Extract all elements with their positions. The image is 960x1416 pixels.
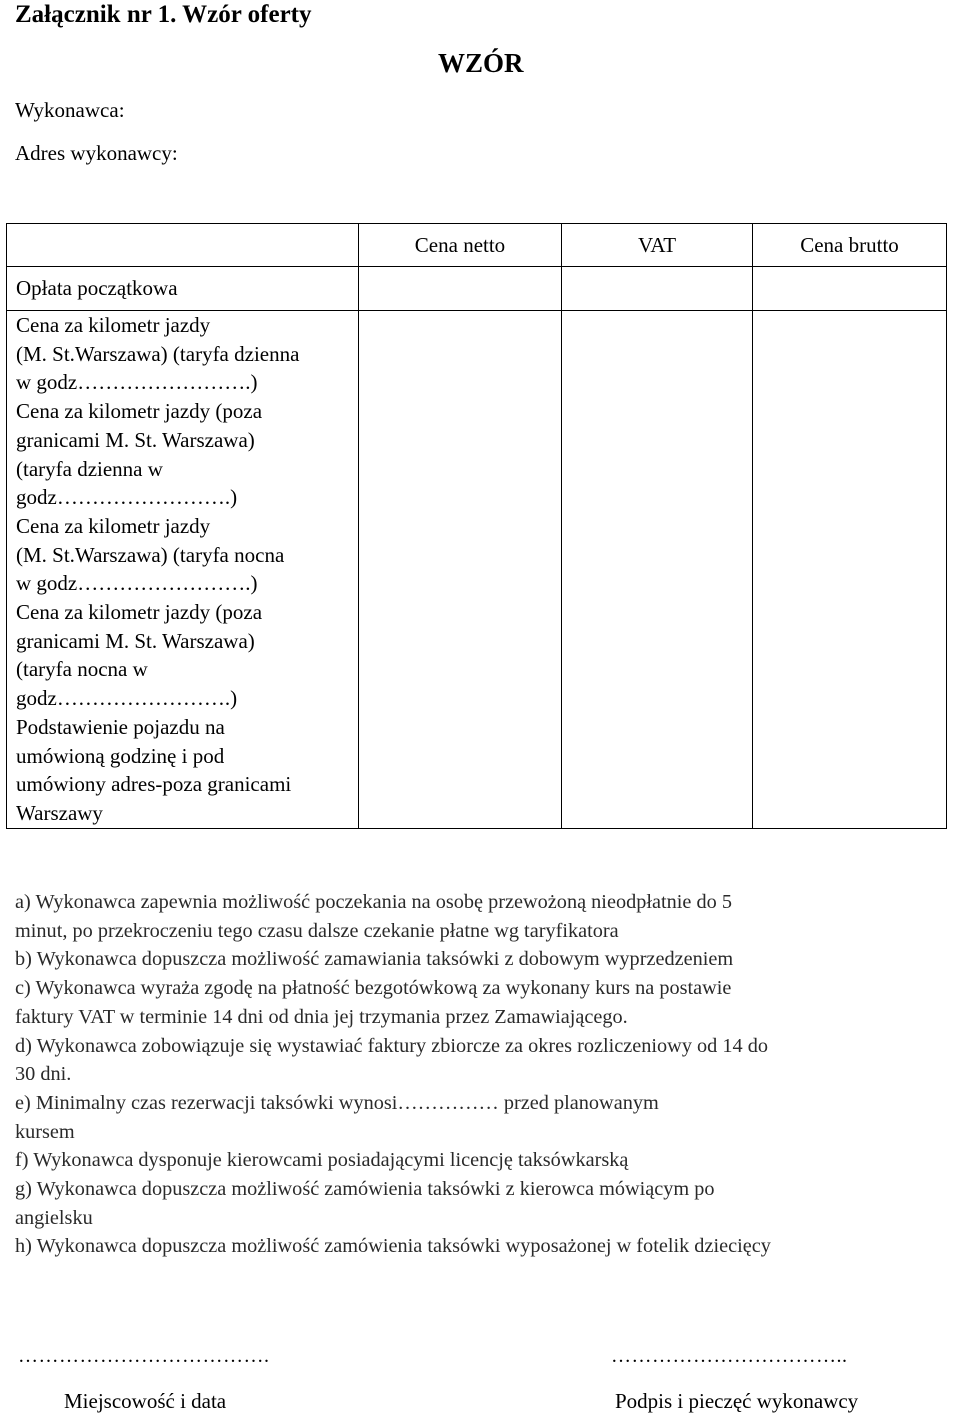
row-label-line: (taryfa nocna w bbox=[16, 657, 148, 682]
row-label-line: Cena za kilometr jazdy bbox=[16, 313, 211, 337]
row-label-line: godz…………………….) bbox=[16, 686, 238, 711]
condition-line: a) Wykonawca zapewnia możliwość poczekania na osobę przewożoną nieodpłatnie do 5 bbox=[15, 891, 732, 913]
row-label-line: Cena za kilometr jazdy bbox=[16, 513, 211, 538]
signature-stamp-label: Podpis i pieczęć wykonawcy bbox=[615, 1389, 859, 1413]
condition-line: e) Minimalny czas rezerwacji taksówki wynosi…………… przed planowanym bbox=[15, 1091, 659, 1114]
row-label-line: umówiony adres-poza granicami bbox=[16, 772, 292, 797]
contractor-address-label: Adres wykonawcy: bbox=[15, 141, 178, 165]
row-label-line: Cena za kilometr jazdy (poza bbox=[16, 600, 263, 625]
offer-conditions-list bbox=[15, 888, 950, 1261]
row-label-line: umówioną godzinę i pod bbox=[16, 743, 225, 768]
place-date-dotted-line: ………………………………. bbox=[18, 1345, 270, 1367]
condition-line: h) Wykonawca dopuszcza możliwość zamówienia taksówki wyposażonej w fotelik dziecięcy bbox=[15, 1235, 771, 1258]
condition-line: angielsku bbox=[15, 1206, 93, 1229]
template-stamp: WZÓR bbox=[438, 48, 524, 78]
price-table bbox=[6, 223, 947, 829]
contractor-label: Wykonawca: bbox=[15, 98, 125, 122]
row-label-line: (M. St.Warszawa) (taryfa nocna bbox=[16, 542, 285, 567]
condition-line: d) Wykonawca zobowiązuje się wystawiać faktury zbiorcze za okres rozliczeniowy od 14 do bbox=[15, 1034, 769, 1057]
column-header-net-price: Cena netto bbox=[359, 224, 562, 267]
row-label-line: Opłata początkowa bbox=[16, 276, 178, 301]
row-label-line: godz…………………….) bbox=[16, 485, 238, 510]
net-price-cell[interactable] bbox=[359, 311, 562, 829]
net-price-cell[interactable] bbox=[359, 267, 562, 311]
condition-line: g) Wykonawca dopuszcza możliwość zamówienia taksówki z kierowca mówiącym po bbox=[15, 1178, 715, 1201]
condition-line: 30 dni. bbox=[15, 1063, 72, 1086]
table-header-empty-cell bbox=[7, 224, 359, 267]
row-label-line: granicami M. St. Warszawa) bbox=[16, 427, 255, 452]
condition-line: b) Wykonawca dopuszcza możliwość zamawiania taksówki z dobowym wyprzedzeniem bbox=[15, 948, 734, 971]
row-label bbox=[7, 267, 359, 311]
row-label-line: granicami M. St. Warszawa) bbox=[16, 628, 255, 653]
row-label-group bbox=[7, 311, 359, 829]
table-header-row bbox=[7, 224, 947, 267]
row-label-line: w godz…………………….) bbox=[16, 370, 258, 395]
condition-line: faktury VAT w terminie 14 dni od dnia jej trzymania przez Zamawiającego. bbox=[15, 1005, 628, 1028]
document-title: Załącznik nr 1. Wzór oferty bbox=[15, 1, 312, 28]
condition-line: minut, po przekroczeniu tego czasu dalsze czekanie płatne wg taryfikatora bbox=[15, 919, 619, 942]
vat-cell[interactable] bbox=[562, 267, 753, 311]
table-row-price-list bbox=[7, 311, 947, 829]
condition-line: f) Wykonawca dysponuje kierowcami posiadającymi licencję taksówkarską bbox=[15, 1149, 629, 1172]
signature-dotted-line: …………………………….. bbox=[611, 1345, 848, 1367]
column-header-gross-price: Cena brutto bbox=[753, 224, 947, 267]
gross-price-cell[interactable] bbox=[753, 311, 947, 829]
column-header-vat: VAT bbox=[562, 224, 753, 267]
row-label-line: (M. St.Warszawa) (taryfa dzienna bbox=[16, 341, 300, 366]
table-row-initial-fee bbox=[7, 267, 947, 311]
row-label-line: Podstawienie pojazdu na bbox=[16, 714, 225, 739]
row-label-line: Warszawy bbox=[16, 800, 103, 825]
place-date-label: Miejscowość i data bbox=[64, 1389, 227, 1413]
row-label-line: Cena za kilometr jazdy (poza bbox=[16, 399, 263, 424]
condition-line: kursem bbox=[15, 1120, 75, 1143]
row-label-line: (taryfa dzienna w bbox=[16, 456, 163, 481]
vat-cell[interactable] bbox=[562, 311, 753, 829]
condition-line: c) Wykonawca wyraża zgodę na płatność bezgotówkową za wykonany kurs na postawie bbox=[15, 977, 732, 1000]
row-label-line: w godz…………………….) bbox=[16, 571, 258, 596]
gross-price-cell[interactable] bbox=[753, 267, 947, 311]
